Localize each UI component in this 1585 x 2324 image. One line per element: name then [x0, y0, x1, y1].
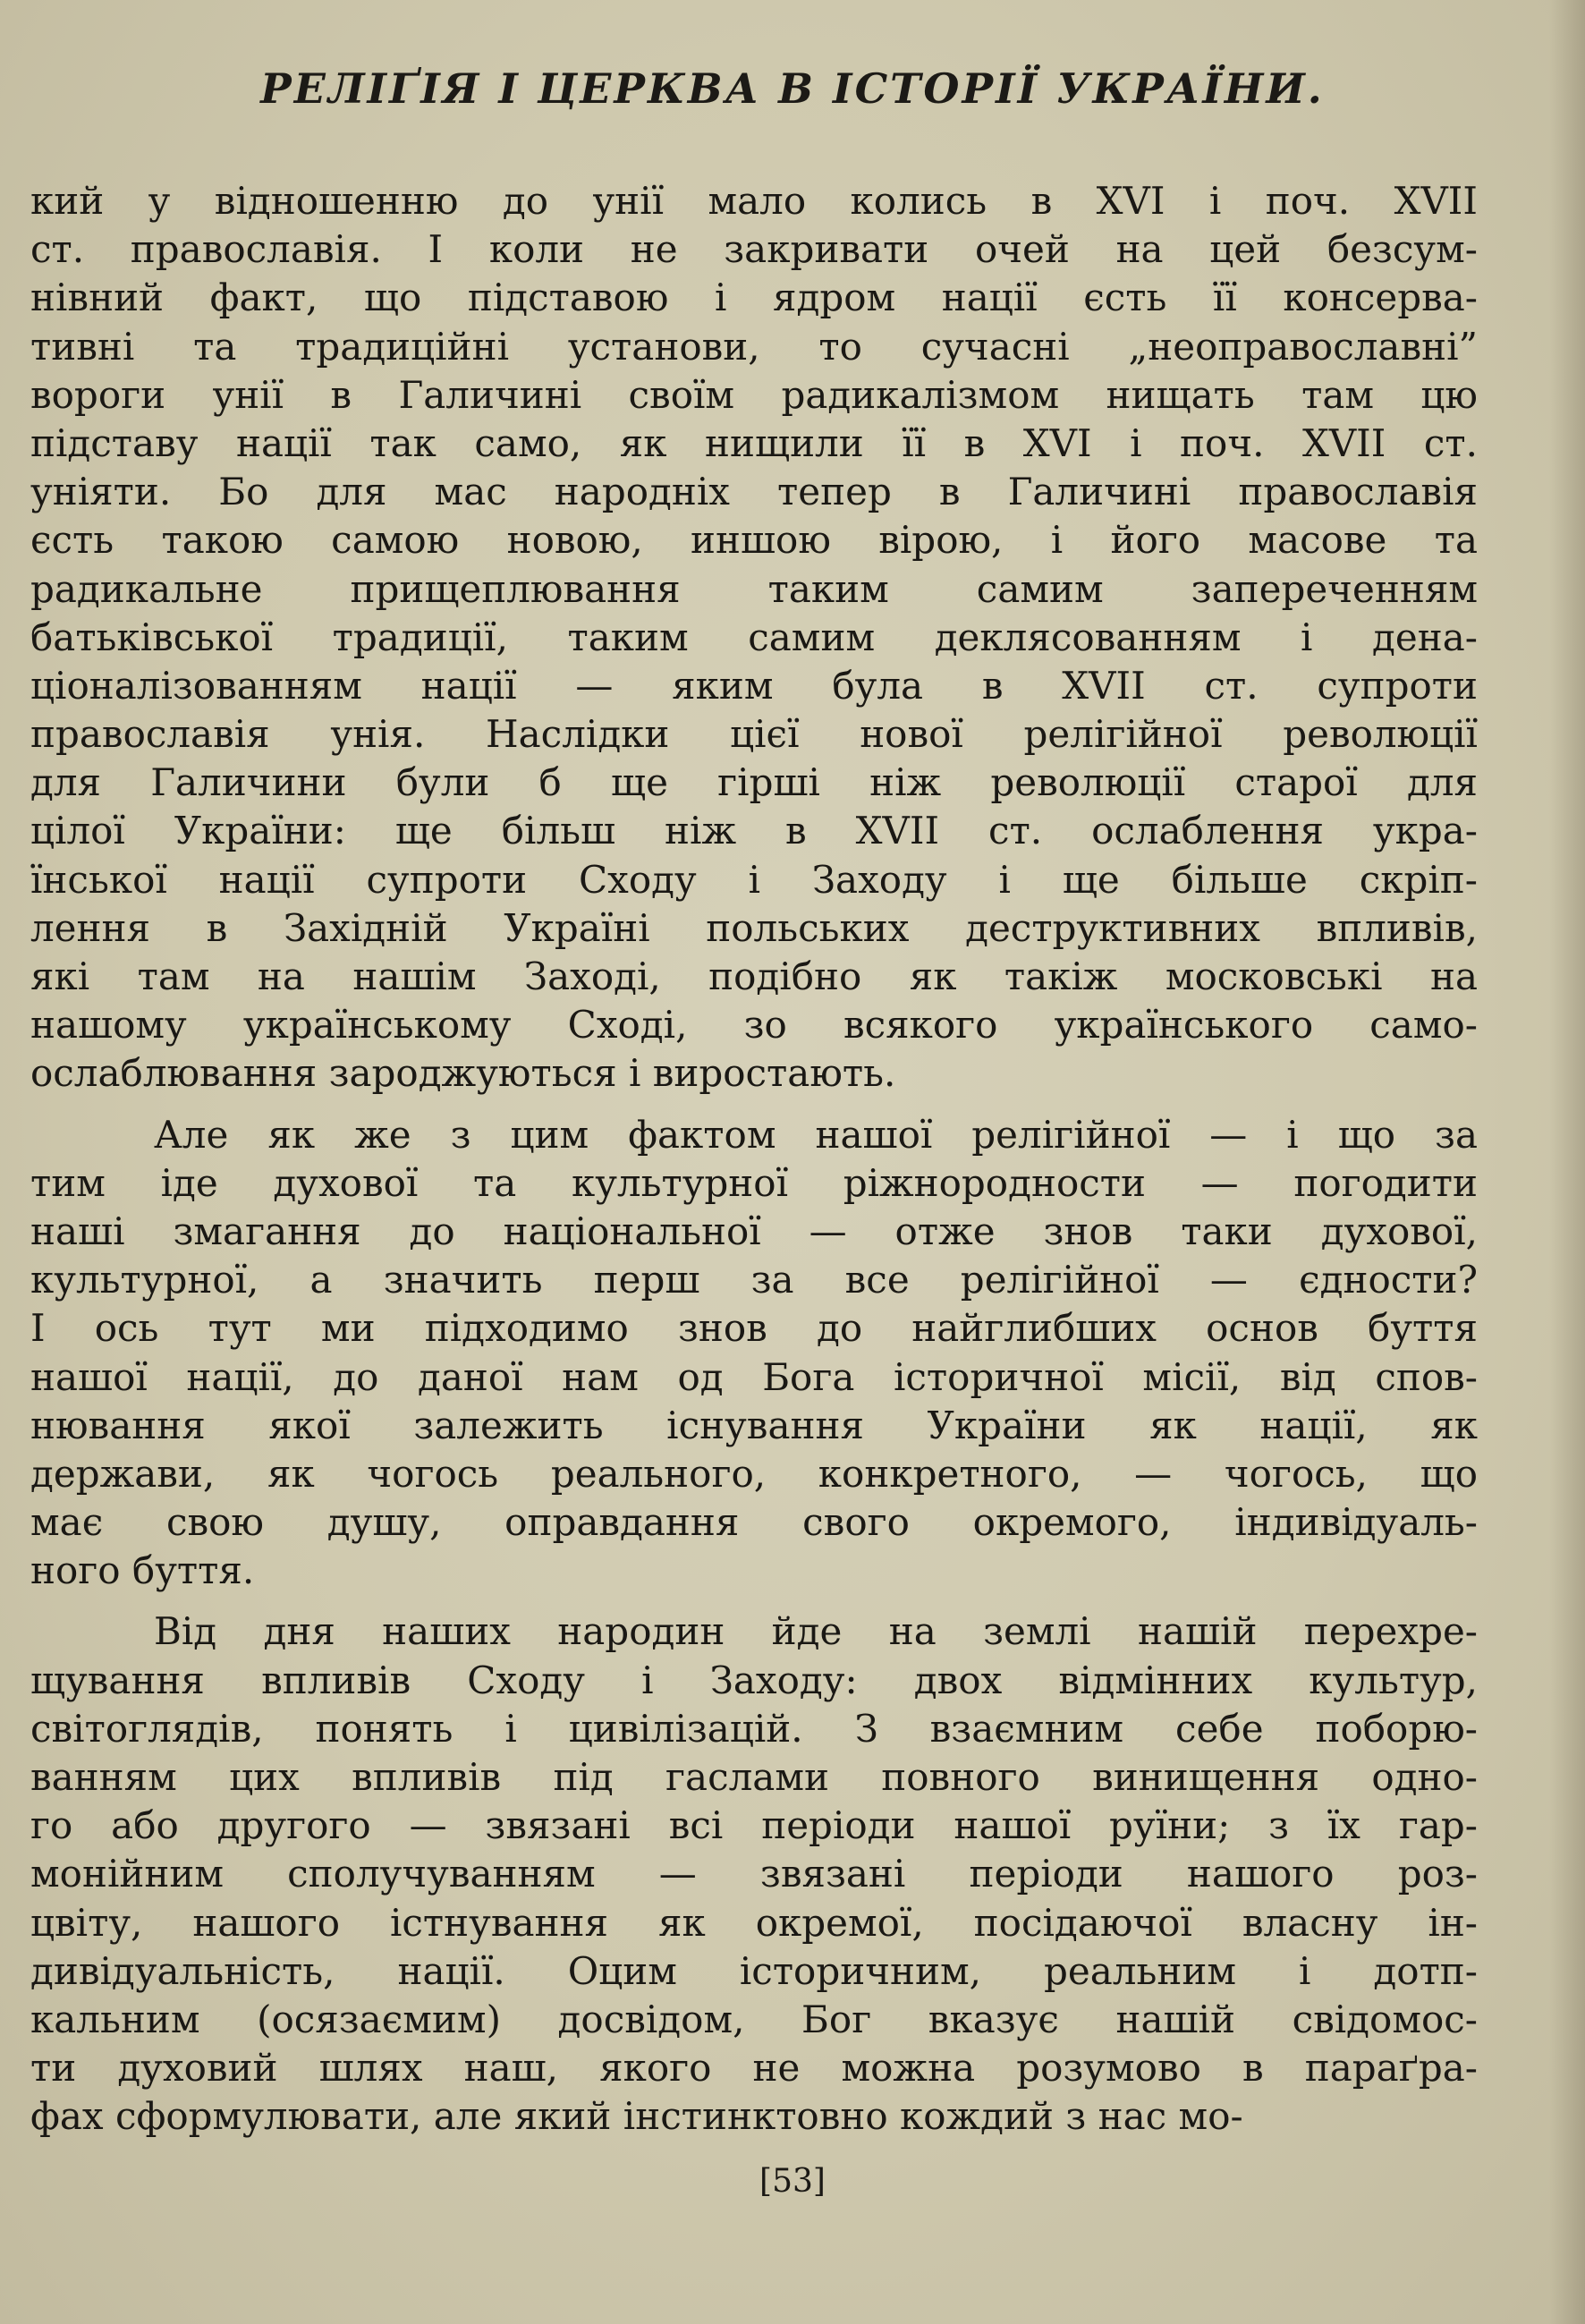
text-line: держави, як чогось реального, конкретного, — чогось, що: [30, 1451, 1478, 1496]
text-line: кальним (осязаємим) досвідом, Бог вказує нашій свідомос-: [30, 1997, 1478, 2041]
text-line: лення в Західній Україні польських деструктивних впливів,: [30, 905, 1478, 950]
paragraph-gap: [30, 1098, 1478, 1111]
text-line: які там на нашім Заході, подібно як такіж московські на: [30, 954, 1478, 998]
page-edge-shadow: [1549, 0, 1585, 2324]
text-line: їнської нації супроти Сходу і Заходу і ще більше скріп-: [30, 857, 1478, 902]
text-line: нівний факт, що підставою і ядром нації єсть її консерва-: [30, 276, 1478, 320]
text-line: цілої України: ще більш ніж в XVII ст. ослаблення укра-: [30, 809, 1478, 853]
text-line: І ось тут ми підходимо знов до найглибших основ буття: [30, 1306, 1478, 1351]
text-line: ціоналізованням нації — яким була в XVII ст. супроти: [30, 663, 1478, 708]
text-line: вороги унії в Галичині своїм радикалізмом нищать там цю: [30, 372, 1478, 417]
text-line: Але як же з цим фактом нашої релігійної — і що за: [154, 1112, 1478, 1157]
text-line: монійним сполучуванням — звязані періоди нашого роз-: [30, 1852, 1478, 1896]
text-line: радикальне прищеплювання таким самим запереченням: [30, 566, 1478, 611]
text-line: православія унія. Наслідки цієї нової релігійної революції: [30, 712, 1478, 757]
text-line: фах сформулювати, але який інстинктовно кождий з нас мо-: [30, 2094, 1243, 2139]
text-line: світоглядів, понять і цивілізацій. З взаємним себе поборю-: [30, 1706, 1478, 1751]
text-line: щування впливів Сходу і Заходу: двох відмінних культур,: [30, 1658, 1478, 1702]
text-line: єсть такою самою новою, иншою вірою, і його масове та: [30, 518, 1478, 563]
running-header: РЕЛІҐІЯ І ЦЕРКВА В ІСТОРІЇ УКРАЇНИ.: [260, 64, 1325, 113]
text-line: культурної, а значить перш за все релігійної — єдности?: [30, 1258, 1478, 1302]
text-line: кий у відношенню до унії мало колись в XVI і поч. XVII: [30, 179, 1478, 223]
text-line: Від дня наших народин йде на землі нашій перехре-: [154, 1609, 1478, 1654]
text-line: тивні та традиційні установи, то сучасні „неоправославні”: [30, 324, 1478, 369]
text-line: ослаблювання зароджуються і виростають.: [30, 1051, 896, 1096]
text-line: підставу нації так само, як нищили її в XVI і поч. XVII ст.: [30, 420, 1478, 465]
page-number: [53]: [759, 2163, 826, 2200]
text-line: уніяти. Бо для мас народніх тепер в Галичині православія: [30, 470, 1478, 514]
text-line: батьківської традиції, таким самим деклясованням і дена-: [30, 615, 1478, 659]
text-line: ти духовий шлях наш, якого не можна розумово в параґра-: [30, 2046, 1478, 2091]
text-line: має свою душу, оправдання свого окремого, індивідуаль-: [30, 1500, 1478, 1545]
text-line: ванням цих впливів під гаслами повного винищення одно-: [30, 1755, 1478, 1799]
text-line: наші змагання до національної — отже знов таки духової,: [30, 1209, 1478, 1253]
text-line: ст. православія. І коли не закривати очей на цей безсум-: [30, 227, 1478, 272]
paragraph: [30, 1111, 1478, 1596]
text-line: нашої нації, до даної нам од Бога історичної місії, від спов-: [30, 1354, 1478, 1399]
text-line: тим іде духової та культурної ріжнородности — погодити: [30, 1160, 1478, 1205]
body-text: [30, 177, 1478, 2142]
paragraph: [30, 1607, 1478, 2141]
text-line: го або другого — звязані всі періоди нашої руїни; з їх гар-: [30, 1803, 1478, 1848]
text-line: ного буття.: [30, 1548, 255, 1593]
text-line: дивідуальність, нації. Оцим історичним, реальним і дотп-: [30, 1948, 1478, 1993]
text-line: нювання якої залежить існування України як нації, як: [30, 1403, 1478, 1447]
text-line: цвіту, нашого істнування як окремої, посідаючої власну ін-: [30, 1900, 1478, 1945]
text-line: для Галичини були б ще гірші ніж революції старої для: [30, 760, 1478, 805]
paragraph: [30, 177, 1478, 1098]
paragraph-gap: [30, 1595, 1478, 1607]
text-line: нашому українському Сході, зо всякого українського само-: [30, 1003, 1478, 1047]
